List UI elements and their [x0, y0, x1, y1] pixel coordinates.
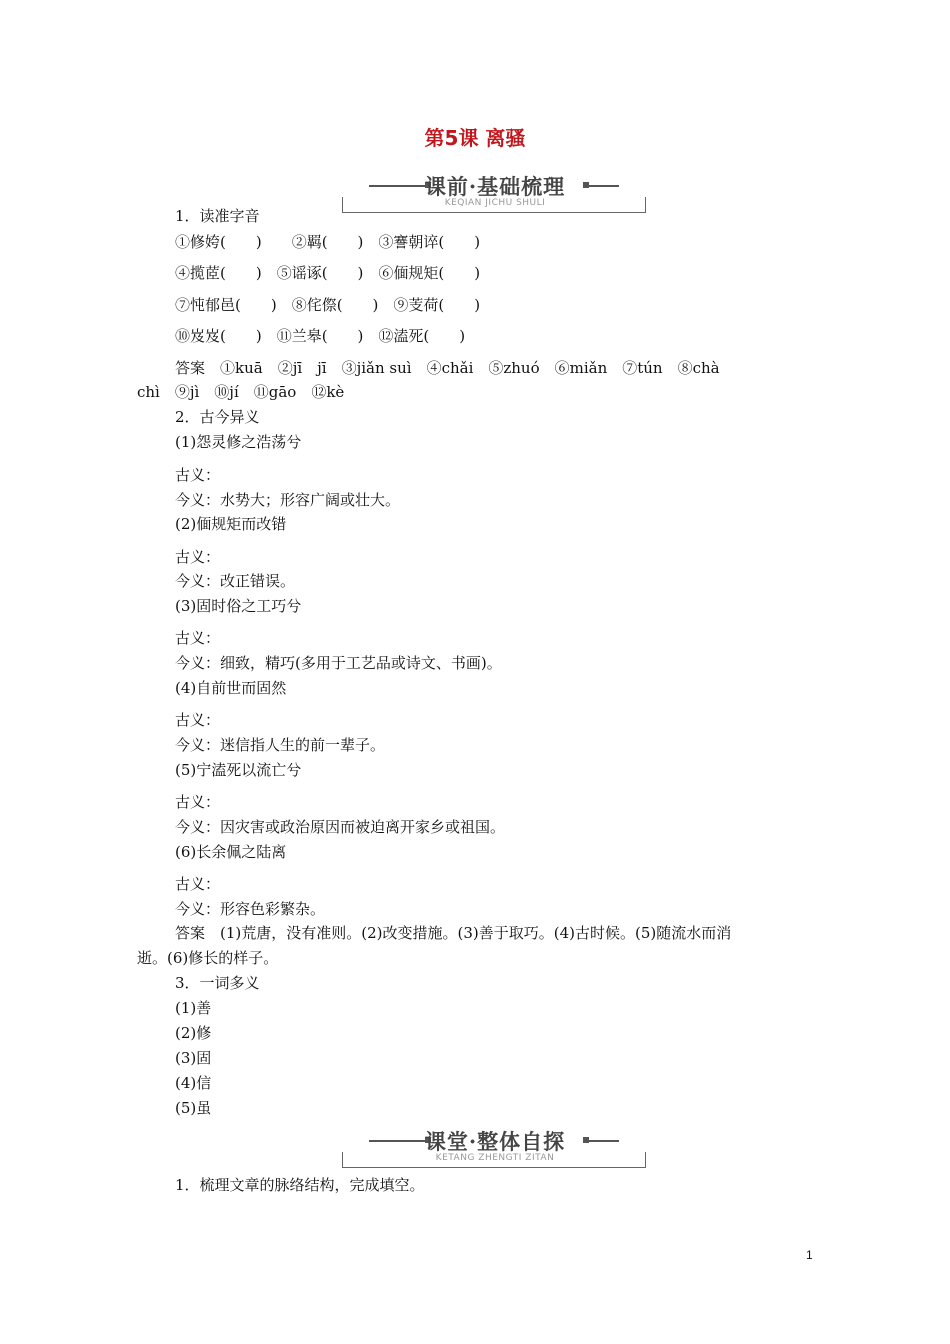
question-heading: 1．读准字音 [175, 207, 260, 225]
modern-meaning: 今义：水势大；形容广阔或壮大。 [175, 491, 401, 509]
ancient-meaning: 古义： [175, 793, 221, 811]
polysemy-item: (3)固 [175, 1049, 212, 1067]
item-question: (3)固时俗之工巧兮 [175, 597, 302, 615]
polysemy-item: (5)虽 [175, 1099, 212, 1117]
question-heading: 2．古今异义 [175, 408, 260, 426]
section-header-inclass [342, 1126, 646, 1168]
answer-text: 答案 ①kuā ②jī jī ③jiǎn suì ④chǎi ⑤zhuó ⑥miǎn ⑦tún ⑧chà [175, 359, 720, 377]
pronunciation-row: ①修姱( ) ②羁( ) ③謇朝谇( ) [175, 233, 481, 251]
modern-meaning: 今义：迷信指人生的前一辈子。 [175, 736, 386, 754]
answer-text: 逝。(6)修长的样子。 [137, 949, 279, 967]
item-question: (1)怨灵修之浩荡兮 [175, 433, 302, 451]
question-heading: 3．一词多义 [175, 974, 260, 992]
pronunciation-row: ④揽茝( ) ⑤谣诼( ) ⑥偭规矩( ) [175, 264, 481, 282]
modern-meaning: 今义：细致，精巧(多用于工艺品或诗文、书画)。 [175, 654, 502, 672]
section-subtitle: KEQIAN JICHU SHULI [444, 198, 546, 208]
page-title: 第5课 离骚 [424, 126, 526, 150]
section-title: 课前·基础梳理 [424, 174, 566, 199]
pronunciation-row: ⑦忳郁邑( ) ⑧侘傺( ) ⑨芰荷( ) [175, 296, 481, 314]
section-subtitle: KETANG ZHENGTI ZITAN [435, 1153, 555, 1163]
answer-text: chì ⑨jì ⑩jí ⑪gāo ⑫kè [137, 383, 345, 401]
modern-meaning: 今义：改正错误。 [175, 572, 296, 590]
polysemy-item: (1)善 [175, 999, 212, 1017]
polysemy-item: (4)信 [175, 1074, 212, 1092]
ancient-meaning: 古义： [175, 548, 221, 566]
ancient-meaning: 古义： [175, 875, 221, 893]
item-question: (6)长余佩之陆离 [175, 843, 287, 861]
item-question: (4)自前世而固然 [175, 679, 287, 697]
modern-meaning: 今义：形容色彩繁杂。 [175, 900, 326, 918]
section-title: 课堂·整体自探 [424, 1129, 566, 1154]
item-question: (5)宁溘死以流亡兮 [175, 761, 302, 779]
pronunciation-row: ⑩岌岌( ) ⑪兰皋( ) ⑫溘死( ) [175, 327, 466, 345]
item-question: (2)偭规矩而改错 [175, 515, 287, 533]
modern-meaning: 今义：因灾害或政治原因而被迫离开家乡或祖国。 [175, 818, 506, 836]
page-number: 1 [806, 1248, 813, 1262]
ancient-meaning: 古义： [175, 711, 221, 729]
polysemy-item: (2)修 [175, 1024, 212, 1042]
ancient-meaning: 古义： [175, 629, 221, 647]
section-header-preclass [342, 171, 646, 213]
question-heading: 1．梳理文章的脉络结构，完成填空。 [175, 1176, 425, 1194]
answer-text: 答案 (1)荒唐，没有准则。(2)改变措施。(3)善于取巧。(4)古时候。(5)随流水而消 [175, 924, 732, 942]
ancient-meaning: 古义： [175, 466, 221, 484]
